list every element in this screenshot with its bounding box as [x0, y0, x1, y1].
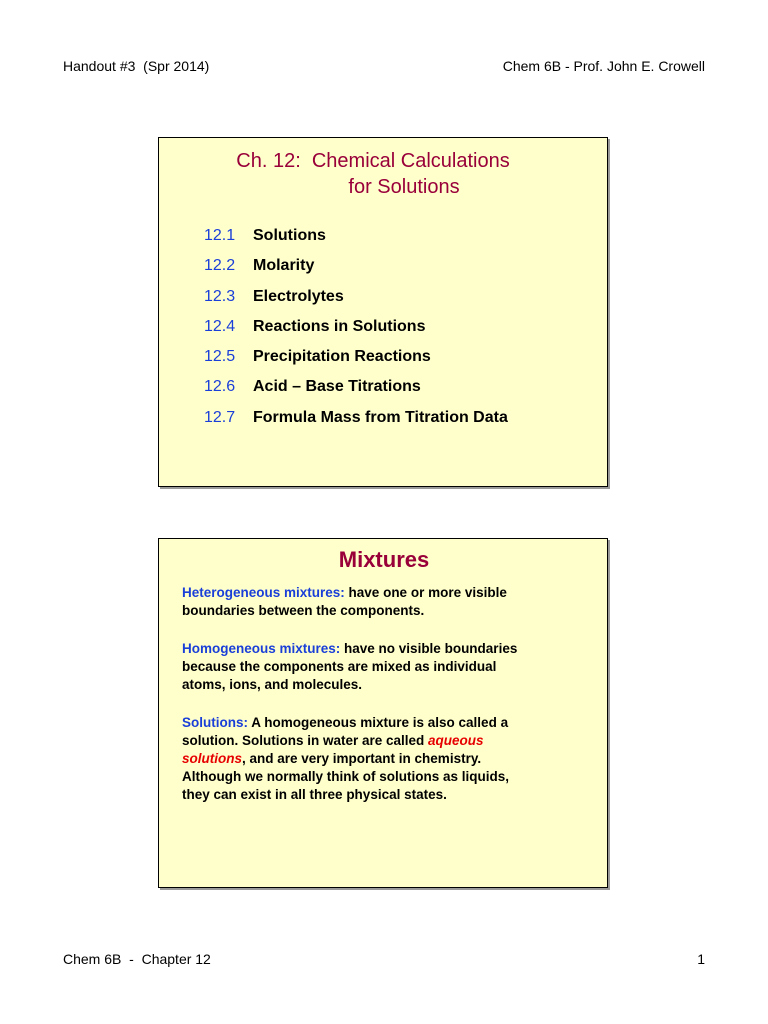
section-number: 12.7 [204, 408, 236, 426]
section-item [204, 408, 508, 438]
slide-title-line1: Ch. 12: Chemical Calculations [236, 150, 510, 172]
section-label: Solutions [253, 227, 326, 244]
term-heterogeneous: Heterogeneous mixtures: [182, 585, 345, 600]
paragraph-text: have no visible boundaries [340, 641, 518, 656]
section-label: Electrolytes [253, 287, 344, 305]
section-number: 12.3 [204, 287, 236, 305]
section-number: 12.4 [204, 317, 236, 335]
section-item [204, 287, 508, 317]
section-item [204, 256, 508, 286]
section-label: Reactions in Solutions [253, 317, 426, 335]
section-item [204, 317, 508, 347]
section-number: 12.1 [204, 227, 236, 244]
paragraph-text: they can exist in all three physical states. [182, 787, 447, 802]
paragraph-text: A homogeneous mixture is also called a [248, 715, 509, 730]
paragraph-text: have one or more visible [344, 585, 507, 600]
section-item [204, 226, 508, 256]
section-list [204, 226, 508, 438]
emphasis-aqueous: aqueous [428, 733, 484, 748]
page-number: 1 [697, 951, 705, 967]
paragraph-homogeneous [182, 640, 582, 694]
paragraph-text: boundaries between the components. [182, 603, 425, 618]
footer-left: Chem 6B - Chapter 12 [63, 951, 211, 967]
slide-mixtures [158, 538, 608, 888]
slide-chapter-overview [158, 137, 608, 487]
section-item [204, 377, 508, 407]
paragraph-heterogeneous [182, 584, 582, 620]
paragraph-text: atoms, ions, and molecules. [182, 677, 363, 692]
slide-body [182, 584, 582, 824]
header-right: Chem 6B - Prof. John E. Crowell [502, 58, 705, 74]
header-left: Handout #3 (Spr 2014) [63, 58, 210, 74]
slide-title: Mixtures [338, 547, 430, 572]
section-number: 12.2 [204, 257, 236, 275]
paragraph-text: because the components are mixed as individual [182, 659, 497, 674]
section-label: Molarity [253, 257, 315, 275]
section-label: Precipitation Reactions [253, 348, 431, 366]
paragraph-text: Although we normally think of solutions as liquids, [182, 769, 510, 784]
section-number: 12.6 [204, 378, 236, 396]
paragraph-text: solution. Solutions in water are called [182, 733, 429, 748]
slide-title-line2: for Solutions [348, 176, 460, 198]
paragraph-text: , and are very important in chemistry. [242, 751, 482, 766]
section-number: 12.5 [204, 348, 236, 366]
paragraph-solutions [182, 714, 582, 804]
emphasis-solutions: solutions [182, 751, 242, 766]
term-solutions: Solutions: [182, 715, 248, 730]
section-label: Formula Mass from Titration Data [253, 408, 508, 426]
section-label: Acid – Base Titrations [253, 378, 421, 396]
section-item [204, 347, 508, 377]
term-homogeneous: Homogeneous mixtures: [182, 641, 341, 656]
